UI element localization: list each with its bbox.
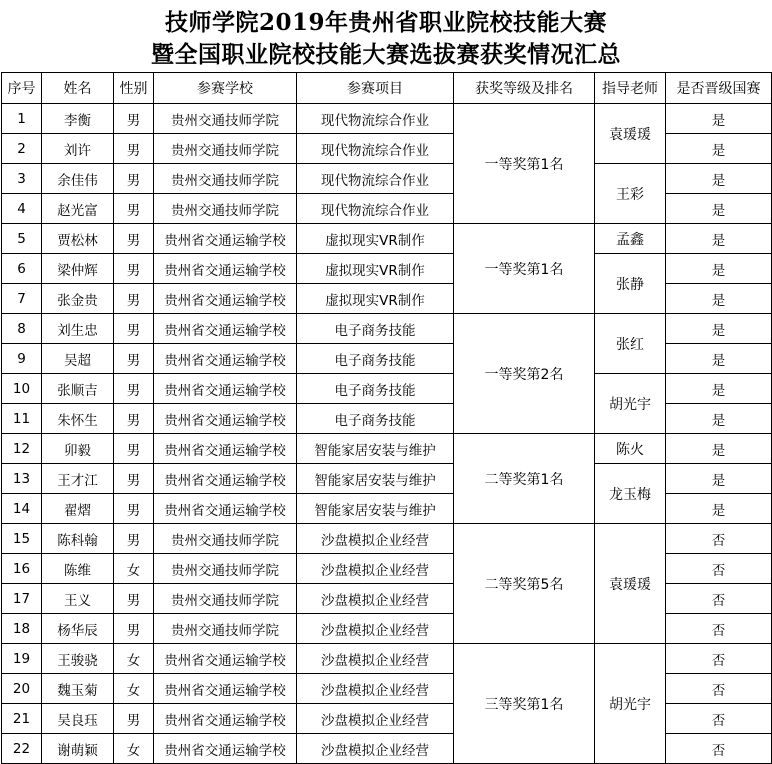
header-award: 获奖等级及排名	[454, 73, 595, 104]
header-row	[2, 73, 772, 104]
cell-national: 是	[666, 134, 772, 164]
cell-school: 贵州省交通运输学校	[154, 344, 297, 374]
cell-no: 22	[2, 734, 42, 764]
table-row	[2, 224, 772, 254]
cell-name: 张顺吉	[42, 374, 114, 404]
award-table-body	[2, 104, 772, 764]
cell-award: 一等奖第2名	[454, 314, 595, 434]
cell-no: 11	[2, 404, 42, 434]
cell-gender: 女	[114, 674, 154, 704]
cell-no: 10	[2, 374, 42, 404]
cell-project: 沙盘模拟企业经营	[297, 674, 454, 704]
cell-teacher: 张红	[595, 314, 666, 374]
cell-school: 贵州省交通运输学校	[154, 314, 297, 344]
cell-award: 一等奖第1名	[454, 224, 595, 314]
cell-project: 现代物流综合作业	[297, 194, 454, 224]
cell-school: 贵州省交通运输学校	[154, 704, 297, 734]
header-teacher: 指导老师	[595, 73, 666, 104]
cell-gender: 男	[114, 344, 154, 374]
cell-no: 4	[2, 194, 42, 224]
cell-national: 是	[666, 494, 772, 524]
cell-national: 是	[666, 284, 772, 314]
cell-no: 12	[2, 434, 42, 464]
table-row	[2, 254, 772, 284]
cell-teacher: 胡光宇	[595, 374, 666, 434]
cell-name: 赵光富	[42, 194, 114, 224]
cell-gender: 男	[114, 134, 154, 164]
cell-school: 贵州交通技师学院	[154, 614, 297, 644]
cell-national: 是	[666, 104, 772, 134]
cell-no: 14	[2, 494, 42, 524]
cell-project: 虚拟现实VR制作	[297, 284, 454, 314]
cell-gender: 男	[114, 194, 154, 224]
cell-school: 贵州省交通运输学校	[154, 254, 297, 284]
cell-name: 陈维	[42, 554, 114, 584]
cell-gender: 男	[114, 434, 154, 464]
cell-school: 贵州省交通运输学校	[154, 674, 297, 704]
cell-teacher: 王彩	[595, 164, 666, 224]
cell-project: 智能家居安装与维护	[297, 494, 454, 524]
cell-school: 贵州省交通运输学校	[154, 374, 297, 404]
cell-project: 沙盘模拟企业经营	[297, 524, 454, 554]
cell-teacher: 陈火	[595, 434, 666, 464]
cell-school: 贵州省交通运输学校	[154, 734, 297, 764]
cell-national: 是	[666, 254, 772, 284]
cell-name: 翟熠	[42, 494, 114, 524]
cell-teacher: 袁瑗瑗	[595, 104, 666, 164]
cell-project: 沙盘模拟企业经营	[297, 644, 454, 674]
cell-project: 电子商务技能	[297, 314, 454, 344]
cell-project: 现代物流综合作业	[297, 104, 454, 134]
cell-national: 否	[666, 644, 772, 674]
cell-school: 贵州省交通运输学校	[154, 404, 297, 434]
cell-national: 是	[666, 164, 772, 194]
table-row	[2, 104, 772, 134]
cell-national: 否	[666, 584, 772, 614]
cell-project: 智能家居安装与维护	[297, 464, 454, 494]
table-row	[2, 434, 772, 464]
cell-name: 贾松林	[42, 224, 114, 254]
cell-school: 贵州省交通运输学校	[154, 284, 297, 314]
cell-project: 沙盘模拟企业经营	[297, 554, 454, 584]
page-title-line2: 暨全国职业院校技能大赛选拔赛获奖情况汇总	[151, 41, 621, 68]
cell-name: 王义	[42, 584, 114, 614]
cell-gender: 女	[114, 554, 154, 584]
cell-gender: 男	[114, 494, 154, 524]
cell-no: 18	[2, 614, 42, 644]
cell-school: 贵州省交通运输学校	[154, 494, 297, 524]
cell-name: 王才江	[42, 464, 114, 494]
cell-project: 沙盘模拟企业经营	[297, 614, 454, 644]
cell-name: 王骏骁	[42, 644, 114, 674]
cell-national: 否	[666, 734, 772, 764]
table-row	[2, 314, 772, 344]
page-title-line1: 技师学院2019年贵州省职业院校技能大赛	[164, 9, 607, 36]
cell-name: 朱怀生	[42, 404, 114, 434]
cell-project: 沙盘模拟企业经营	[297, 704, 454, 734]
header-national: 是否晋级国赛	[666, 73, 772, 104]
cell-school: 贵州交通技师学院	[154, 524, 297, 554]
cell-project: 沙盘模拟企业经营	[297, 734, 454, 764]
table-row	[2, 644, 772, 674]
cell-no: 5	[2, 224, 42, 254]
cell-no: 8	[2, 314, 42, 344]
cell-name: 李衡	[42, 104, 114, 134]
cell-name: 卯毅	[42, 434, 114, 464]
cell-teacher: 龙玉梅	[595, 464, 666, 524]
cell-name: 谢萌颖	[42, 734, 114, 764]
cell-name: 张金贵	[42, 284, 114, 314]
cell-national: 是	[666, 344, 772, 374]
cell-no: 1	[2, 104, 42, 134]
cell-no: 17	[2, 584, 42, 614]
cell-national: 是	[666, 464, 772, 494]
cell-no: 15	[2, 524, 42, 554]
table-row	[2, 164, 772, 194]
cell-no: 21	[2, 704, 42, 734]
cell-no: 2	[2, 134, 42, 164]
table-row	[2, 524, 772, 554]
cell-name: 刘许	[42, 134, 114, 164]
cell-teacher: 胡光宇	[595, 644, 666, 764]
cell-school: 贵州省交通运输学校	[154, 224, 297, 254]
cell-national: 是	[666, 434, 772, 464]
cell-name: 杨华辰	[42, 614, 114, 644]
cell-no: 9	[2, 344, 42, 374]
cell-school: 贵州省交通运输学校	[154, 644, 297, 674]
cell-school: 贵州交通技师学院	[154, 554, 297, 584]
cell-name: 吴良珏	[42, 704, 114, 734]
cell-project: 沙盘模拟企业经营	[297, 584, 454, 614]
cell-gender: 男	[114, 614, 154, 644]
cell-national: 是	[666, 374, 772, 404]
cell-gender: 男	[114, 104, 154, 134]
cell-name: 刘生忠	[42, 314, 114, 344]
cell-no: 3	[2, 164, 42, 194]
cell-project: 虚拟现实VR制作	[297, 224, 454, 254]
header-gender: 性别	[114, 73, 154, 104]
cell-national: 否	[666, 614, 772, 644]
cell-teacher: 袁瑗瑗	[595, 524, 666, 644]
cell-name: 梁仲辉	[42, 254, 114, 284]
cell-school: 贵州交通技师学院	[154, 194, 297, 224]
cell-school: 贵州省交通运输学校	[154, 464, 297, 494]
cell-gender: 男	[114, 524, 154, 554]
cell-gender: 男	[114, 464, 154, 494]
cell-school: 贵州交通技师学院	[154, 104, 297, 134]
header-school: 参赛学校	[154, 73, 297, 104]
cell-award: 三等奖第1名	[454, 644, 595, 764]
cell-no: 16	[2, 554, 42, 584]
cell-project: 虚拟现实VR制作	[297, 254, 454, 284]
award-table	[1, 72, 772, 764]
cell-gender: 男	[114, 164, 154, 194]
cell-award: 一等奖第1名	[454, 104, 595, 224]
cell-gender: 男	[114, 704, 154, 734]
cell-gender: 男	[114, 404, 154, 434]
cell-name: 魏玉菊	[42, 674, 114, 704]
table-row	[2, 464, 772, 494]
cell-no: 6	[2, 254, 42, 284]
cell-project: 现代物流综合作业	[297, 134, 454, 164]
cell-national: 是	[666, 194, 772, 224]
header-name: 姓名	[42, 73, 114, 104]
cell-national: 否	[666, 704, 772, 734]
cell-gender: 女	[114, 644, 154, 674]
cell-gender: 女	[114, 734, 154, 764]
cell-gender: 男	[114, 314, 154, 344]
cell-name: 吴超	[42, 344, 114, 374]
cell-teacher: 孟鑫	[595, 224, 666, 254]
cell-school: 贵州交通技师学院	[154, 584, 297, 614]
cell-no: 20	[2, 674, 42, 704]
header-project: 参赛项目	[297, 73, 454, 104]
cell-gender: 男	[114, 374, 154, 404]
cell-school: 贵州省交通运输学校	[154, 434, 297, 464]
cell-national: 是	[666, 314, 772, 344]
header-no: 序号	[2, 73, 42, 104]
cell-no: 13	[2, 464, 42, 494]
cell-award: 二等奖第1名	[454, 434, 595, 524]
cell-project: 电子商务技能	[297, 404, 454, 434]
cell-award: 二等奖第5名	[454, 524, 595, 644]
cell-name: 余佳伟	[42, 164, 114, 194]
cell-school: 贵州交通技师学院	[154, 134, 297, 164]
cell-school: 贵州交通技师学院	[154, 164, 297, 194]
cell-national: 是	[666, 404, 772, 434]
cell-gender: 男	[114, 224, 154, 254]
cell-national: 否	[666, 674, 772, 704]
cell-no: 19	[2, 644, 42, 674]
cell-gender: 男	[114, 584, 154, 614]
cell-gender: 男	[114, 254, 154, 284]
cell-project: 现代物流综合作业	[297, 164, 454, 194]
cell-no: 7	[2, 284, 42, 314]
cell-national: 否	[666, 554, 772, 584]
table-row	[2, 374, 772, 404]
cell-gender: 男	[114, 284, 154, 314]
cell-teacher: 张静	[595, 254, 666, 314]
cell-national: 否	[666, 524, 772, 554]
cell-project: 智能家居安装与维护	[297, 434, 454, 464]
cell-project: 电子商务技能	[297, 344, 454, 374]
cell-name: 陈科翰	[42, 524, 114, 554]
cell-project: 电子商务技能	[297, 374, 454, 404]
cell-national: 是	[666, 224, 772, 254]
